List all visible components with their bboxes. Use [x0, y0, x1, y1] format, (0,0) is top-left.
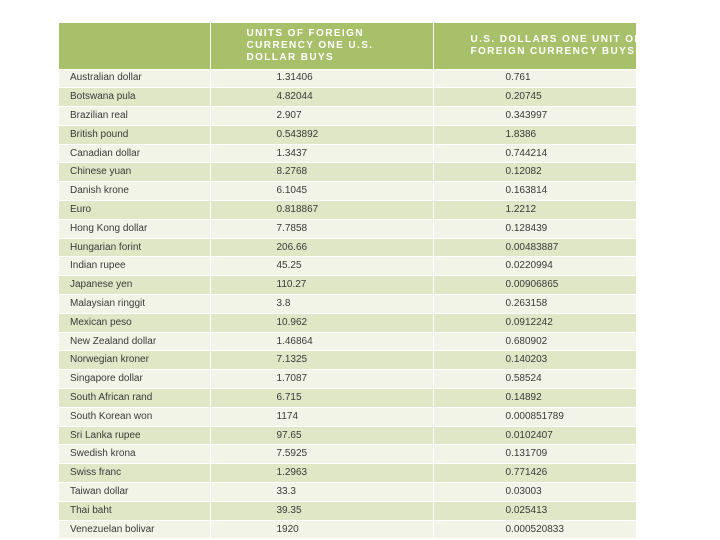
currency-name-cell: Indian rupee: [59, 257, 210, 276]
currency-name-cell: British pound: [59, 125, 210, 144]
table-body: [59, 69, 636, 538]
usd-per-unit-cell: 0.000851789: [433, 407, 636, 426]
usd-per-unit-cell: 0.0220994: [433, 257, 636, 276]
units-per-usd-cell: 1.46864: [210, 332, 433, 351]
currency-name-cell: Malaysian ringgit: [59, 295, 210, 314]
usd-per-unit-cell: 0.12082: [433, 163, 636, 182]
table-row: [59, 332, 636, 351]
header-row: [59, 23, 636, 69]
currency-name-cell: Mexican peso: [59, 313, 210, 332]
usd-per-unit-cell: 0.58524: [433, 370, 636, 389]
units-per-usd-cell: 8.2768: [210, 163, 433, 182]
usd-per-unit-cell: 0.00483887: [433, 238, 636, 257]
currency-name-cell: Thai baht: [59, 501, 210, 520]
table-row: [59, 464, 636, 483]
usd-per-unit-cell: 0.263158: [433, 295, 636, 314]
header-usd-per-unit: [433, 23, 642, 69]
currency-name-cell: Norwegian kroner: [59, 351, 210, 370]
table-row: [59, 163, 636, 182]
units-per-usd-cell: 45.25: [210, 257, 433, 276]
usd-per-unit-cell: 0.744214: [433, 144, 636, 163]
table-row: [59, 426, 636, 445]
currency-name-cell: Swedish krona: [59, 445, 210, 464]
currency-name-cell: Taiwan dollar: [59, 483, 210, 502]
table-row: [59, 219, 636, 238]
header-usd-per-unit-text: U.S. DOLLARS ONE UNIT OF FOREIGN CURRENCY BUYS: [470, 33, 642, 57]
usd-per-unit-cell: 0.025413: [433, 501, 636, 520]
units-per-usd-cell: 10.962: [210, 313, 433, 332]
currency-name-cell: Brazilian real: [59, 107, 210, 126]
currency-name-cell: Hong Kong dollar: [59, 219, 210, 238]
usd-per-unit-cell: 0.771426: [433, 464, 636, 483]
currency-name-cell: Australian dollar: [59, 69, 210, 88]
currency-name-cell: Venezuelan bolivar: [59, 520, 210, 538]
units-per-usd-cell: 7.1325: [210, 351, 433, 370]
table-row: [59, 501, 636, 520]
units-per-usd-cell: 1920: [210, 520, 433, 538]
usd-per-unit-cell: 0.163814: [433, 182, 636, 201]
table-row: [59, 483, 636, 502]
currency-name-cell: South African rand: [59, 389, 210, 408]
table-row: [59, 313, 636, 332]
table-row: [59, 370, 636, 389]
usd-per-unit-cell: 0.20745: [433, 88, 636, 107]
table-row: [59, 445, 636, 464]
units-per-usd-cell: 2.907: [210, 107, 433, 126]
usd-per-unit-cell: 0.0102407: [433, 426, 636, 445]
usd-per-unit-cell: 1.2212: [433, 201, 636, 220]
currency-name-cell: Japanese yen: [59, 276, 210, 295]
units-per-usd-cell: 206.66: [210, 238, 433, 257]
header-currency: [59, 23, 210, 69]
table-row: [59, 182, 636, 201]
table-row: [59, 201, 636, 220]
table-row: [59, 295, 636, 314]
units-per-usd-cell: 39.35: [210, 501, 433, 520]
table-row: [59, 407, 636, 426]
table-row: [59, 238, 636, 257]
currency-name-cell: South Korean won: [59, 407, 210, 426]
table-row: [59, 69, 636, 88]
currency-name-cell: New Zealand dollar: [59, 332, 210, 351]
usd-per-unit-cell: 0.140203: [433, 351, 636, 370]
exchange-rate-table: [59, 23, 642, 538]
exchange-rate-table-container: [59, 23, 642, 535]
usd-per-unit-cell: 0.0912242: [433, 313, 636, 332]
units-per-usd-cell: 1.7087: [210, 370, 433, 389]
currency-name-cell: Hungarian forint: [59, 238, 210, 257]
units-per-usd-cell: 7.7858: [210, 219, 433, 238]
units-per-usd-cell: 1.31406: [210, 69, 433, 88]
usd-per-unit-cell: 0.128439: [433, 219, 636, 238]
units-per-usd-cell: 0.543892: [210, 125, 433, 144]
usd-per-unit-cell: 0.761: [433, 69, 636, 88]
usd-per-unit-cell: 0.680902: [433, 332, 636, 351]
table-header: [59, 23, 642, 69]
usd-per-unit-cell: 0.14892: [433, 389, 636, 408]
table-row: [59, 88, 636, 107]
usd-per-unit-cell: 0.343997: [433, 107, 636, 126]
header-units-per-usd-text: UNITS OF FOREIGN CURRENCY ONE U.S. DOLLAR BUYS: [246, 27, 374, 63]
currency-name-cell: Canadian dollar: [59, 144, 210, 163]
units-per-usd-cell: 6.715: [210, 389, 433, 408]
table-row: [59, 520, 636, 538]
currency-name-cell: Singapore dollar: [59, 370, 210, 389]
header-units-per-usd: [210, 23, 433, 69]
units-per-usd-cell: 1174: [210, 407, 433, 426]
table-row: [59, 107, 636, 126]
table-row: [59, 389, 636, 408]
units-per-usd-cell: 110.27: [210, 276, 433, 295]
usd-per-unit-cell: 0.131709: [433, 445, 636, 464]
currency-name-cell: Chinese yuan: [59, 163, 210, 182]
units-per-usd-cell: 4.82044: [210, 88, 433, 107]
units-per-usd-cell: 3.8: [210, 295, 433, 314]
currency-name-cell: Botswana pula: [59, 88, 210, 107]
table-row: [59, 351, 636, 370]
usd-per-unit-cell: 0.03003: [433, 483, 636, 502]
currency-name-cell: Swiss franc: [59, 464, 210, 483]
units-per-usd-cell: 7.5925: [210, 445, 433, 464]
currency-name-cell: Sri Lanka rupee: [59, 426, 210, 445]
currency-name-cell: Danish krone: [59, 182, 210, 201]
units-per-usd-cell: 1.2963: [210, 464, 433, 483]
table-row: [59, 125, 636, 144]
table-row: [59, 144, 636, 163]
table-row: [59, 276, 636, 295]
usd-per-unit-cell: 0.000520833: [433, 520, 636, 538]
currency-name-cell: Euro: [59, 201, 210, 220]
units-per-usd-cell: 0.818867: [210, 201, 433, 220]
units-per-usd-cell: 33.3: [210, 483, 433, 502]
units-per-usd-cell: 1.3437: [210, 144, 433, 163]
table-row: [59, 257, 636, 276]
usd-per-unit-cell: 0.00906865: [433, 276, 636, 295]
units-per-usd-cell: 97.65: [210, 426, 433, 445]
units-per-usd-cell: 6.1045: [210, 182, 433, 201]
usd-per-unit-cell: 1.8386: [433, 125, 636, 144]
